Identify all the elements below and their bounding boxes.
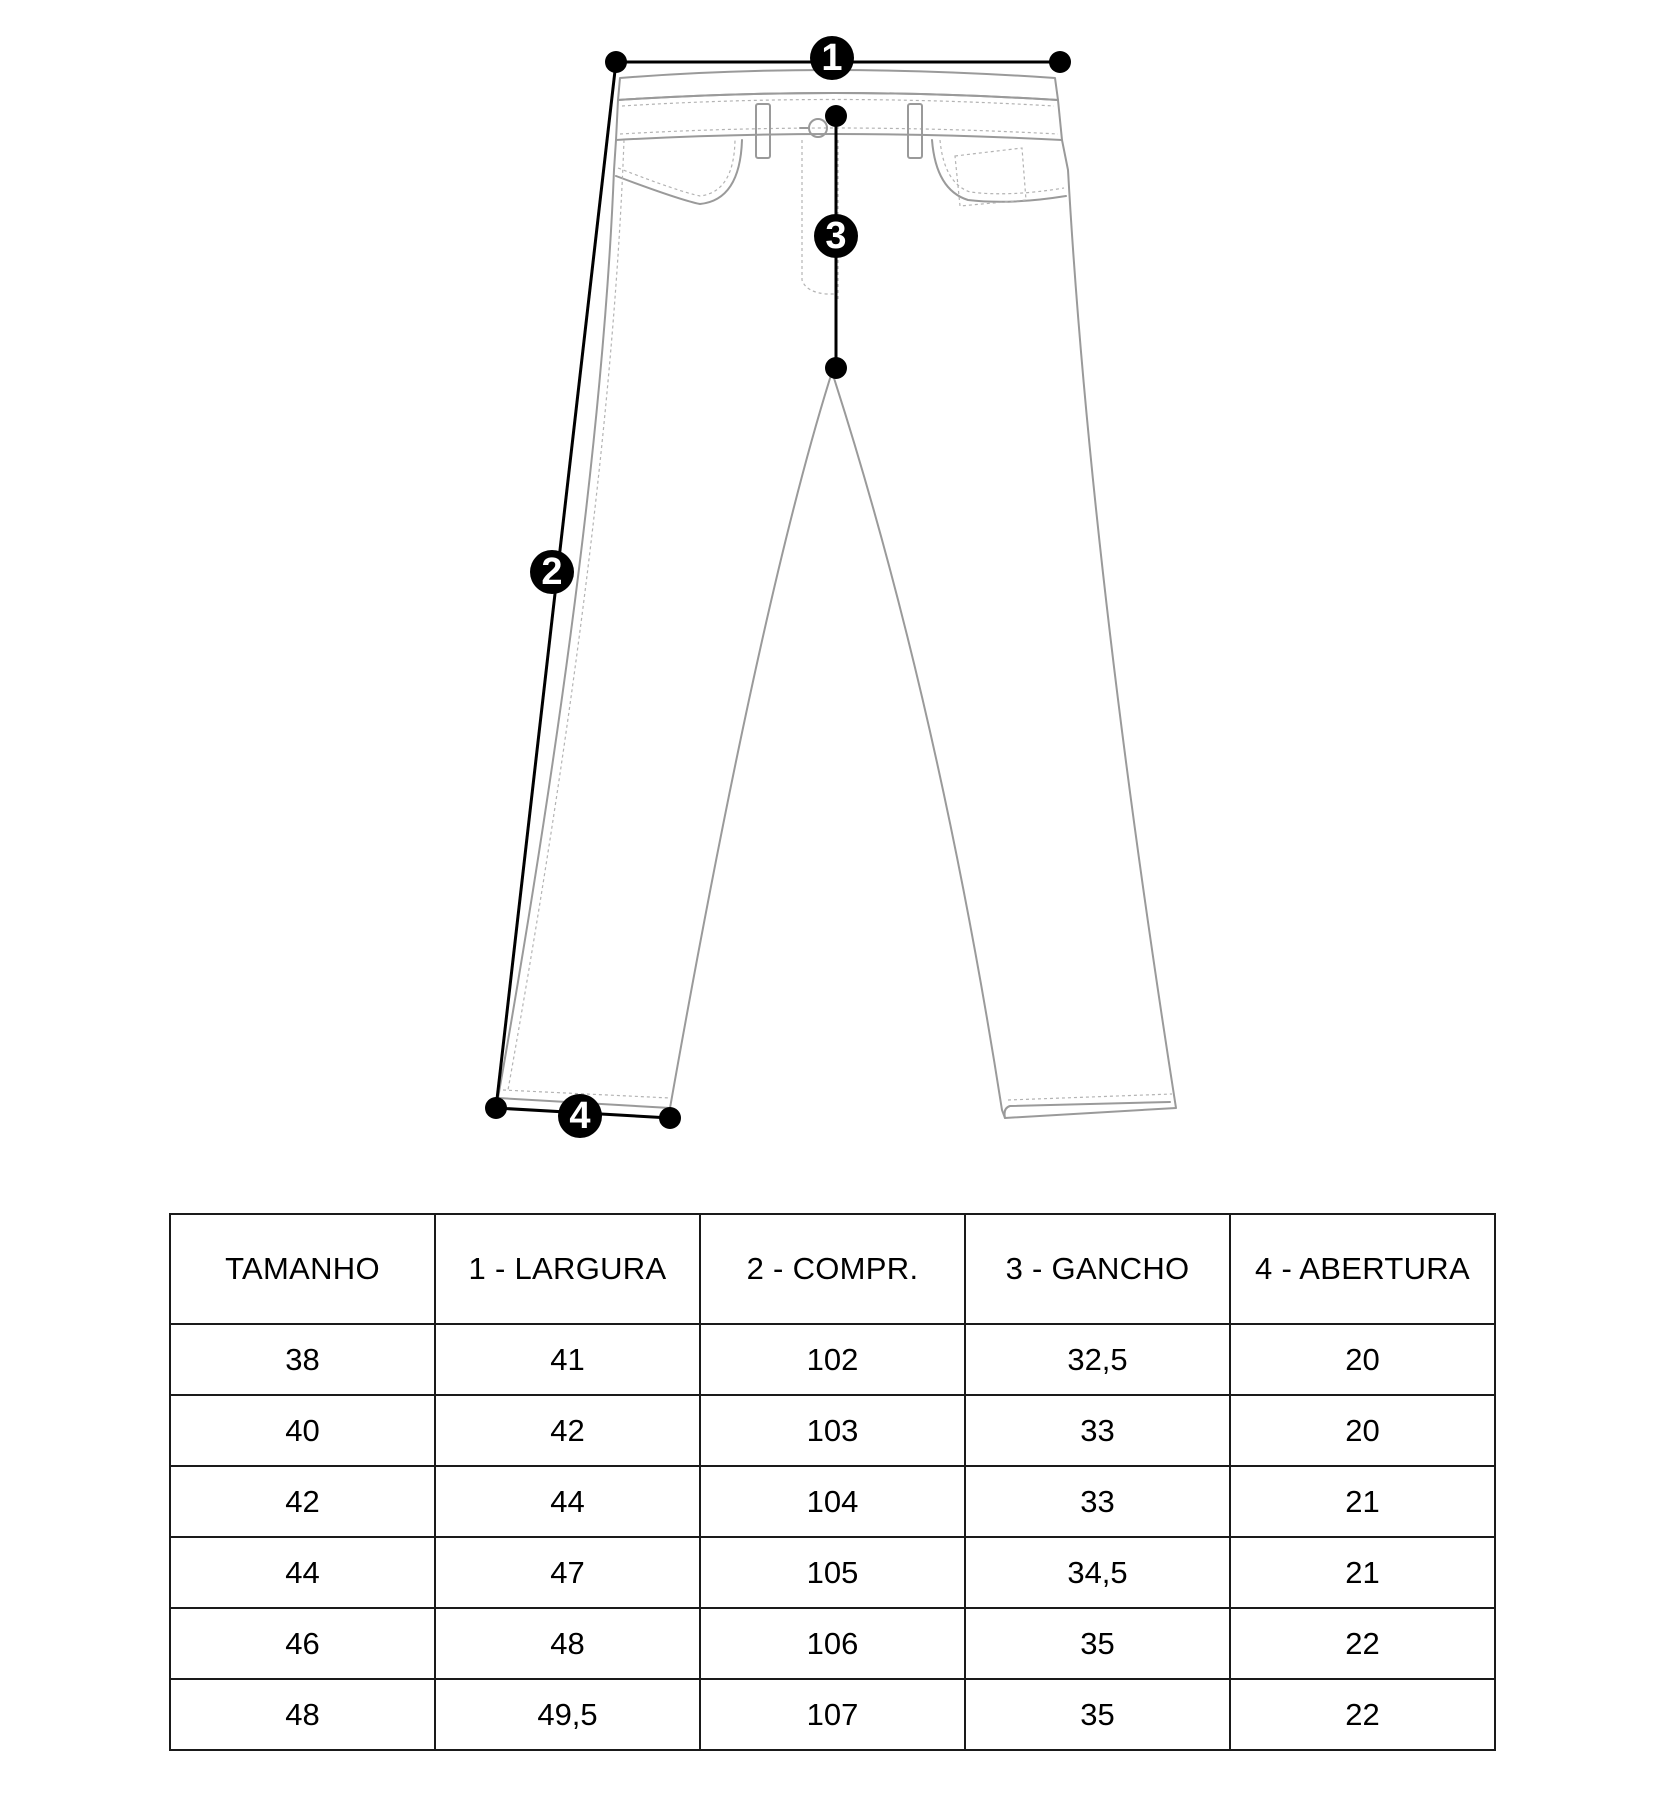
cell-opening: 21 — [1230, 1466, 1495, 1537]
header-opening: 4 - ABERTURA — [1230, 1214, 1495, 1324]
cell-size: 48 — [170, 1679, 435, 1750]
cell-length: 106 — [700, 1608, 965, 1679]
cell-rise: 32,5 — [965, 1324, 1230, 1395]
cell-length: 107 — [700, 1679, 965, 1750]
cell-rise: 35 — [965, 1608, 1230, 1679]
cell-length: 104 — [700, 1466, 965, 1537]
size-table — [169, 1213, 1496, 1751]
measure-1-end-dot — [1049, 51, 1071, 73]
cell-rise: 34,5 — [965, 1537, 1230, 1608]
header-rise: 3 - GANCHO — [965, 1214, 1230, 1324]
measure-3-rise — [814, 105, 858, 379]
cell-opening: 20 — [1230, 1324, 1495, 1395]
measure-4-end-dot — [659, 1107, 681, 1129]
cell-rise: 33 — [965, 1466, 1230, 1537]
cell-width: 49,5 — [435, 1679, 700, 1750]
cell-size: 42 — [170, 1466, 435, 1537]
badge-3-number: 3 — [825, 215, 847, 257]
cell-opening: 21 — [1230, 1537, 1495, 1608]
measure-3-start-dot — [825, 105, 847, 127]
measure-4-start-dot — [485, 1097, 507, 1119]
cell-size: 44 — [170, 1537, 435, 1608]
table-row — [170, 1324, 1495, 1395]
cell-size: 46 — [170, 1608, 435, 1679]
measure-2-length — [496, 62, 616, 1108]
header-size: TAMANHO — [170, 1214, 435, 1324]
cell-rise: 33 — [965, 1395, 1230, 1466]
cell-rise: 35 — [965, 1679, 1230, 1750]
cell-width: 47 — [435, 1537, 700, 1608]
badge-4-number: 4 — [569, 1095, 591, 1137]
table-row — [170, 1537, 1495, 1608]
table-row — [170, 1395, 1495, 1466]
table-row — [170, 1679, 1495, 1750]
table-header-row — [170, 1214, 1495, 1324]
cell-width: 44 — [435, 1466, 700, 1537]
measure-4-opening — [485, 1094, 681, 1138]
cell-opening: 22 — [1230, 1679, 1495, 1750]
cell-size: 40 — [170, 1395, 435, 1466]
badge-2-number: 2 — [541, 551, 563, 593]
badge-1-number: 1 — [821, 37, 843, 79]
cell-opening: 20 — [1230, 1395, 1495, 1466]
cell-size: 38 — [170, 1324, 435, 1395]
table-row — [170, 1466, 1495, 1537]
table-row — [170, 1608, 1495, 1679]
cell-opening: 22 — [1230, 1608, 1495, 1679]
cell-width: 48 — [435, 1608, 700, 1679]
header-width: 1 - LARGURA — [435, 1214, 700, 1324]
cell-length: 105 — [700, 1537, 965, 1608]
cell-length: 103 — [700, 1395, 965, 1466]
header-length: 2 - COMPR. — [700, 1214, 965, 1324]
cell-width: 42 — [435, 1395, 700, 1466]
cell-length: 102 — [700, 1324, 965, 1395]
measure-3-end-dot — [825, 357, 847, 379]
cell-width: 41 — [435, 1324, 700, 1395]
